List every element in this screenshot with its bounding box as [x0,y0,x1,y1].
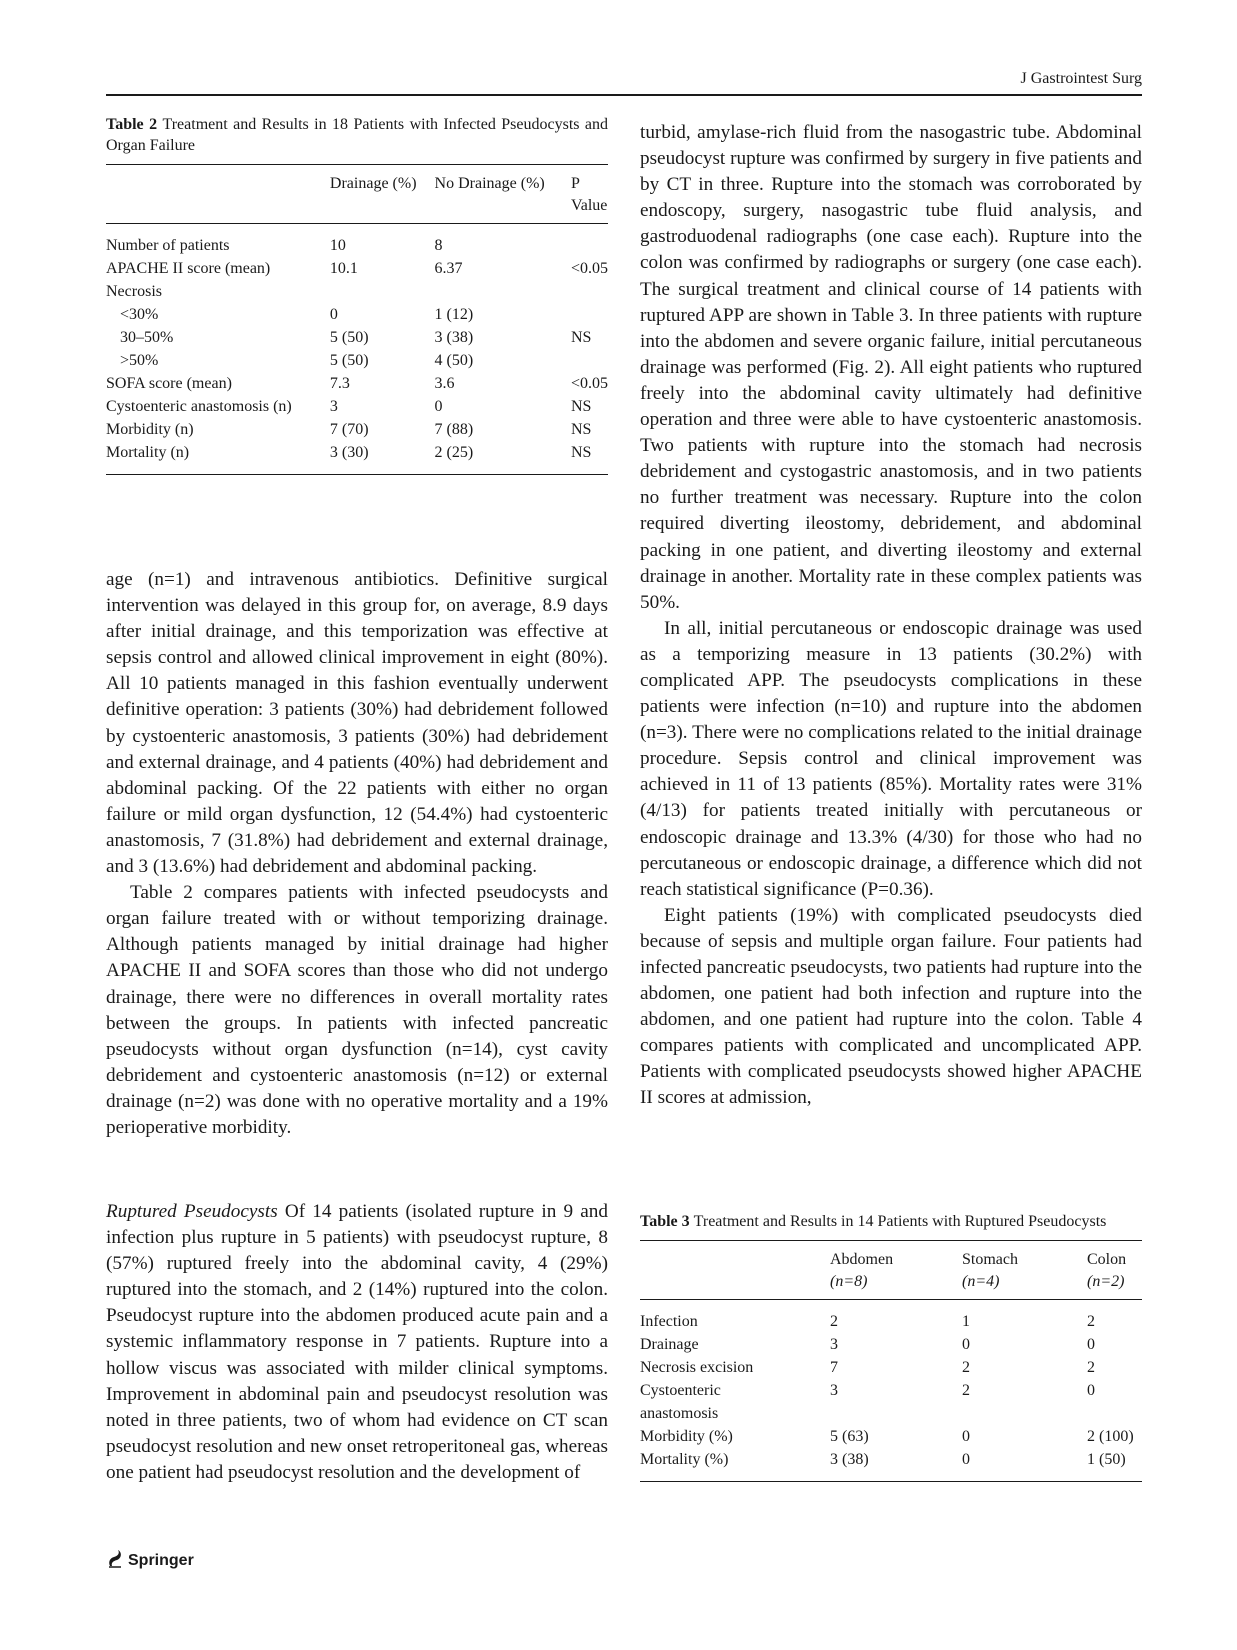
table-2-block [106,114,608,475]
row-label: Mortality (n) [106,444,190,461]
table-cell: 1 [962,1313,970,1330]
row-label: SOFA score (mean) [106,375,232,392]
table-cell: 4 (50) [434,352,474,369]
table-cell [571,280,608,303]
table-row [106,418,608,441]
table-cell: 10.1 [329,260,358,277]
table-cell: 10 [329,237,346,254]
row-label: <30% [120,306,159,323]
header-n: (n=8) [830,1273,868,1290]
body-paragraph [106,1199,608,1486]
header-cell [106,165,330,224]
header-name: Abdomen [830,1251,894,1268]
table-row [640,1379,1142,1425]
header-cell [962,1241,1087,1300]
table-cell [330,280,435,303]
header-cell [640,1241,830,1300]
table-cell: 2 [962,1382,970,1399]
table-cell: 5 (50) [329,329,369,346]
table-3-caption [640,1211,1142,1232]
header-cell: No Drainage (%) [435,165,571,224]
table-3-caption-text: Treatment and Results in 14 Patients with Ruptured Pseudocysts [693,1213,1107,1230]
table-cell: 7 [830,1359,838,1376]
header-n: (n=4) [962,1273,1000,1290]
table-cell: 7 (70) [329,421,369,438]
header-n: (n=2) [1087,1273,1125,1290]
row-label: Drainage [640,1336,699,1353]
publisher-footer [106,1548,194,1573]
table-row [106,326,608,349]
table-cell: 0 [962,1336,970,1353]
table-cell: 7 (88) [434,421,474,438]
table-3-block [640,1211,1142,1482]
row-label: Mortality (%) [640,1451,729,1468]
row-label: Morbidity (%) [640,1428,733,1445]
table-cell [571,224,608,258]
header-cell [1087,1241,1142,1300]
table-cell: 3 (30) [329,444,369,461]
body-paragraph: age (n=1) and intravenous antibiotics. Definitive surgical intervention was delayed in this group for, on average, 8.9 days after initial drainage, and this temporization was effective at sepsis control and allowed clinical improvement in eight (80%). All 10 patients managed in this fashion eventually underwent definitive operation: 3 patients (30%) had debridement followed by cystoenteric anastomosis, 3 patients (30%) had debridement and external drainage, and 4 patients (40%) had debridement and abdominal packing. Of the 22 patients with either no organ failure or mild organ dysfunction, 12 (54.4%) had cystoenteric anastomosis, 7 (31.8%) had debridement and external drainage, and 3 (13.6%) had debridement and abdominal packing. [106,569,608,878]
row-label: Morbidity (n) [106,421,194,438]
table-cell: 0 [434,398,443,415]
springer-icon [106,1548,124,1573]
table-row [640,1356,1142,1379]
table-cell: 2 (100) [1087,1428,1134,1445]
table-cell: 2 [1087,1313,1095,1330]
running-header [106,66,1142,96]
table-cell: 0 [1087,1336,1095,1353]
table-cell: 1 (12) [434,306,474,323]
header-name: Stomach [962,1251,1018,1268]
header-cell: Drainage (%) [330,165,435,224]
table-row [640,1333,1142,1356]
table-cell: 3 [830,1382,838,1399]
row-label: APACHE II score (mean) [106,260,271,277]
table-2-caption [106,114,608,156]
header-cell: P Value [571,165,608,224]
table-cell: 2 (25) [434,444,474,461]
table-cell: NS [570,329,592,346]
table-cell: 0 [962,1451,970,1468]
table-cell: 0 [962,1428,970,1445]
row-label: >50% [120,352,159,369]
table-cell: 8 [434,237,443,254]
row-label: Necrosis [106,283,162,300]
table-3-label: Table 3 [640,1213,690,1230]
row-label: Cystoenteric anastomosis [640,1382,721,1422]
table-cell: 3.6 [434,375,455,392]
table-cell [571,303,608,326]
table-cell: <0.05 [570,260,608,277]
journal-title: J Gastrointest Surg [1020,70,1142,87]
table-cell: 1 (50) [1087,1451,1126,1468]
table-cell: 7.3 [329,375,350,392]
left-body-text [106,567,608,1141]
table-2-caption-text: Treatment and Results in 18 Patients with Infected Pseudocysts and Organ Failure [106,116,609,154]
table-2 [106,164,608,475]
table-cell: 2 [830,1313,838,1330]
body-paragraph: Table 2 compares patients with infected pseudocysts and organ failure treated with or without temporizing drainage. Although patients managed by initial drainage had higher APACHE II and SOFA scores than those who did not undergo drainage, there were no differences in overall mortality rates between the groups. In patients with infected pancreatic pseudocysts without organ dysfunction (n=14), cyst cavity debridement and cystoenteric anastomosis (n=12) or external drainage (n=2) was done with no operative mortality and a 19% perioperative morbidity. [106,882,608,1138]
header-name: Colon [1087,1251,1127,1268]
table-cell: 0 [1087,1382,1095,1399]
table-row [106,224,608,258]
table-row [106,257,608,280]
row-label: Infection [640,1313,698,1330]
table-cell: 3 (38) [434,329,474,346]
table-cell: NS [570,421,592,438]
table-row [640,1448,1142,1482]
table-row [640,1300,1142,1334]
table-header-row [106,165,608,224]
body-paragraph: In all, initial percutaneous or endoscopic drainage was used as a temporizing measure in 13 patients (30.2%) with complicated APP. The pseudocysts complications in these patients were infection (n=10) and rupture into the abdomen (n=3). There were no complications related to the initial drainage procedure. Sepsis control and clinical improvement was achieved in 11 of 13 patients (85%). Mortality rates were 31% (4/13) for patients treated initially with percutaneous or endoscopic drainage and 13.3% (4/30) for those who had no percutaneous or endoscopic drainage, a difference which did not reach statistical significance (P=0.36). [640,617,1142,900]
table-3 [640,1240,1142,1482]
section-text: Of 14 patients (isolated rupture in 9 and infection plus rupture in 5 patients) with pseudocyst rupture, 8 (57%) ruptured freely into the abdominal cavity, 4 (29%) ruptured into the stomach, and 2 (14%) ruptured into the colon. Pseudocyst rupture into the abdomen produced acute pain and a systemic inflammatory response in 7 patients. Rupture into a hollow viscus was associated with milder clinical symptoms. Improvement in abdominal pain and pseudocyst resolution was noted in three patients, two of whom had evidence on CT scan pseudocyst resolution and new onset retroperitoneal gas, whereas one patient had pseudocyst resolution and the development of [106,1201,608,1483]
row-label: Number of patients [106,237,230,254]
table-cell [435,280,571,303]
publisher-name: Springer [128,1551,194,1569]
table-row [640,1425,1142,1448]
table-cell: NS [570,398,592,415]
body-paragraph: Eight patients (19%) with complicated pseudocysts died because of sepsis and multiple organ failure. Four patients had infected pancreatic pseudocysts, two patients had rupture into the abdomen, one patient had both infection and rupture into the abdomen, and one patient had rupture into the colon. Table 4 compares patients with complicated and uncomplicated APP. Patients with complicated pseudocysts showed higher APACHE II scores at admission, [640,904,1142,1109]
table-row [106,372,608,395]
table-cell [571,349,608,372]
table-header-row [640,1241,1142,1300]
row-label: Cystoenteric anastomosis (n) [106,398,292,415]
table-cell: 0 [329,306,338,323]
row-label: Necrosis excision [640,1359,754,1376]
table-cell: 3 [830,1336,838,1353]
right-body-text [640,120,1142,1112]
table-row [106,303,608,326]
body-paragraph: turbid, amylase-rich fluid from the nasogastric tube. Abdominal pseudocyst rupture was confirmed by surgery in five patients and by CT in three. Rupture into the stomach was corroborated by endoscopy, surgery, nasogastric tube fluid analysis, and gastroduodenal radiographs (one case each). Rupture into the colon was confirmed by radiographs or surgery (one case each). The surgical treatment and clinical course of 14 patients with ruptured APP are shown in Table 3. In three patients with rupture into the abdomen and severe organic failure, initial percutaneous drainage was performed (Fig. 2). All eight patients who ruptured freely into the abdominal cavity ultimately had definitive operation and three were able to have cystoenteric anastomosis. Two patients with rupture into the stomach had necrosis debridement and cystogastric anastomosis, and in two patients no further treatment was necessary. Rupture into the colon required diverting ileostomy, debridement, and abdominal packing in one patient, and diverting ileostomy and external drainage in another. Mortality rate in these complex patients was 50%. [640,122,1142,613]
table-row [106,349,608,372]
table-cell: 2 [962,1359,970,1376]
ruptured-section [106,1199,608,1486]
section-heading: Ruptured Pseudocysts [106,1201,278,1222]
header-cell [830,1241,962,1300]
table-cell: 5 (50) [329,352,369,369]
table-cell: 3 [329,398,338,415]
table-cell: 5 (63) [830,1428,869,1445]
table-cell: NS [570,444,592,461]
table-cell: <0.05 [570,375,608,392]
table-row [106,441,608,475]
table-row [106,280,608,303]
table-cell: 2 [1087,1359,1095,1376]
table-cell: 3 (38) [830,1451,869,1468]
row-label: 30–50% [120,329,174,346]
table-2-label: Table 2 [106,116,158,133]
table-cell: 6.37 [434,260,463,277]
table-row [106,395,608,418]
